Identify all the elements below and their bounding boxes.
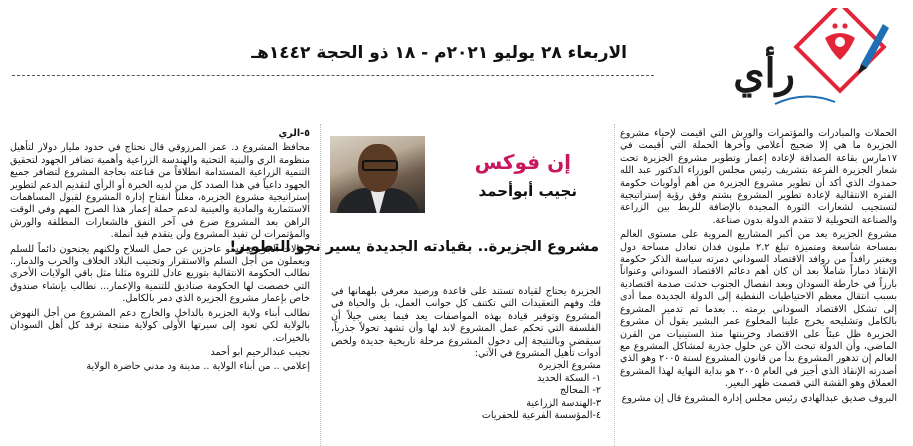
issue-date: الاربعاء ٢٨ يوليو ٢٠٢١م - ١٨ ذو الحجة ١٤٤٢هـ	[251, 43, 627, 63]
list-item: ٤-المؤسسة الفرعية للحفريات	[481, 410, 601, 422]
column-middle	[331, 286, 601, 446]
signature-name: نجيب عبدالرحيم ابو أحمد	[210, 346, 310, 358]
paragraph: الجزيرة يحتاج لقيادة تستند على قاعدة ورصيد معرفي بلهمانها في فك وفهم التعقيدات التي تكتنف كل جوانب العمل، بل والحياة في المشروع وتوفير قيادة بهذه المواصفات يعد فيما يعني جيلاً أن الفلسفة التي تحكم عمل المشروع لابد لها وأن تشهد تحولاً جذرياً، سيقضي وبالنتيجة إلى دخول المشروع مرحلة تاريخية جديدة ولخص أدوات تأهيل المشروع في الآتي:	[331, 286, 601, 360]
paragraph: مشروع الجزيرة يعد من أكبر المشاريع المروية على مستوى العالم بمساحة شاسعة ومتميزة تبلغ ٢.٢ مليون فدان تعادل مساحة دول ويعتبر رافداً من روافد الاقتصاد السوداني دمرته سياسة الذكر حكومة الإنقاذ دماراً شاملاً بعد أن كان أهم دعائم الاقتصاد السوداني وعنواناً بارزاً في خارطة السودان وبعد انفصال الجنوب حدثت صدمة اقتصادية بسبب انتقال معظم الاحتياطيات النفطية إلى الدولة الجديدة مما أدى إلى تشكل الاقتصاد السوداني برمته .. بعدما تم تدمير المشروع بالكامل وتشليحه يخرج علينا المخلوع عمر البشير يقول أن مشروع الجزيرة ظل عبئاً على الاقتصاد وخزينتها منذ الستينيات من القرن الماضي، وأن الدولة تبحث الآن عن حلول جذرية لمشاكل المشروع مع العالم إن تدهور المشروع بدأ من قانون المشروع لسنة ٢٠٠٥ وهو الذي أصدرته الإنقاذ الذي أجيز في العام ٢٠٠٥ هو بداية النهاية لهذا المشروع العملاق وهو القشة التي قصمت ظهر البعير.	[620, 229, 897, 390]
column-divider	[614, 124, 615, 446]
header-divider	[12, 75, 654, 76]
paragraph: الحملات والمبادرات والمؤتمرات والورش التي أقيمت لإحياء مشروع الجزيرة ما هي إلا ضجيج أعلامي وآخرها الحملة التي أقيمت في ١٧مارس بقاعة الصداقة لإعادة إعمار وتطوير مشروع الجزيرة تحت شعار الجزيرة الفرعة بتشريف رئيس مجلس الوزراء الدكتور عبد الله حمدوك الذي أكد أن تطوير مشروع الجزيرة من أهم أولويات حكومة الفترة الانتقالية لإعادة تطوير المشروع بشتم وفق رؤية إستراتيجية لتستجيب لشعارات الثورة المجيدة بالإضافة للربط بين الزراعة والصناعة التحويلية لا تتقدم الدولة بدون صناعة.	[620, 128, 897, 226]
column-divider	[320, 124, 321, 446]
column-left	[10, 128, 310, 446]
list-heading: مشروع الجزيرة	[538, 360, 601, 372]
column-label: إن فوكس	[474, 150, 571, 174]
paragraph: نطالب أبناء ولاية الجزيرة بالداخل والخارج دعم المشروع من أجل النهوض بالولاية لكي تعود إلى سيرتها الأولى كولاية منتجة ترفد كل أهل السودان بالخيرات.	[10, 307, 310, 344]
column-right	[620, 128, 897, 446]
paragraph: البروف صديق عبدالهادي رئيس مجلس إدارة المشروع قال إن مشروع	[621, 392, 897, 404]
paragraph: رجالات الجزيرة ليسو عاجزين عن حمل السلاح ولكنهم يجنحون دائماً للسلم ويعملون من أجل السلم والاستقرار وتجنيب البلاد الخلاف والحرب والدمار.. نطالب الحكومة الانتقالية بتوزيع عادل للثروة مثلنا مثل باقي الولايات الأخرى التي خصصت لها الحكومة صناديق للتنمية والإعمار... نطالب بإنشاء صندوق خاص بإعمار مشروع الجزيرة الذي دمر بالكامل.	[10, 243, 310, 305]
author-name: نجيب أبوأحمد	[478, 182, 577, 200]
list-item: ١- السكة الحديد	[537, 372, 601, 384]
paragraph: محافظ المشروع د. عمر المرزوقي قال نحتاج في حدود مليار دولار لتأهيل منظومة الري والبنية التحتية والهندسة الزراعية وأهمية تضافر الجهود لتحقيق التنمية الزراعية المستدامة انطلاقاً من قناعته بحاجة المشروع لتضافر جميع الجهود داعياً في هذا الصدد كل من لديه الخبرة أو الرأي لتقديم الدعم لتطوير إستراتيجية مشروع الجزيرة، معلناً انفتاح إدارة المشروع لقبول المساهمات الاستثمارية والمادية والعينية لدعم حملة إعمار هذا الصرح المهم وفي الوقت الراهن بعد المشروع ضرع في آخر النفق فالشعارات المطلقة والورش والمؤتمرات لن تفيد المشروع ولن يتقدم قيد أنملة.	[10, 142, 310, 241]
page-header	[0, 0, 913, 122]
signature-title: إعلامي .. من أبناء الولاية .. مدينة ود مدني حاضرة الولاية	[86, 361, 310, 373]
author-photo	[330, 136, 425, 213]
list-item: ٢- المحالج	[559, 385, 601, 397]
list-item: ٣-الهندسة الزراعية	[526, 397, 601, 409]
list-item: ٥-الري	[278, 128, 310, 139]
article-title: مشروع الجزيرة.. بقيادته الجديدة يسير نحو التطوير!	[229, 238, 599, 255]
logo-wordmark: رأي	[733, 50, 795, 97]
